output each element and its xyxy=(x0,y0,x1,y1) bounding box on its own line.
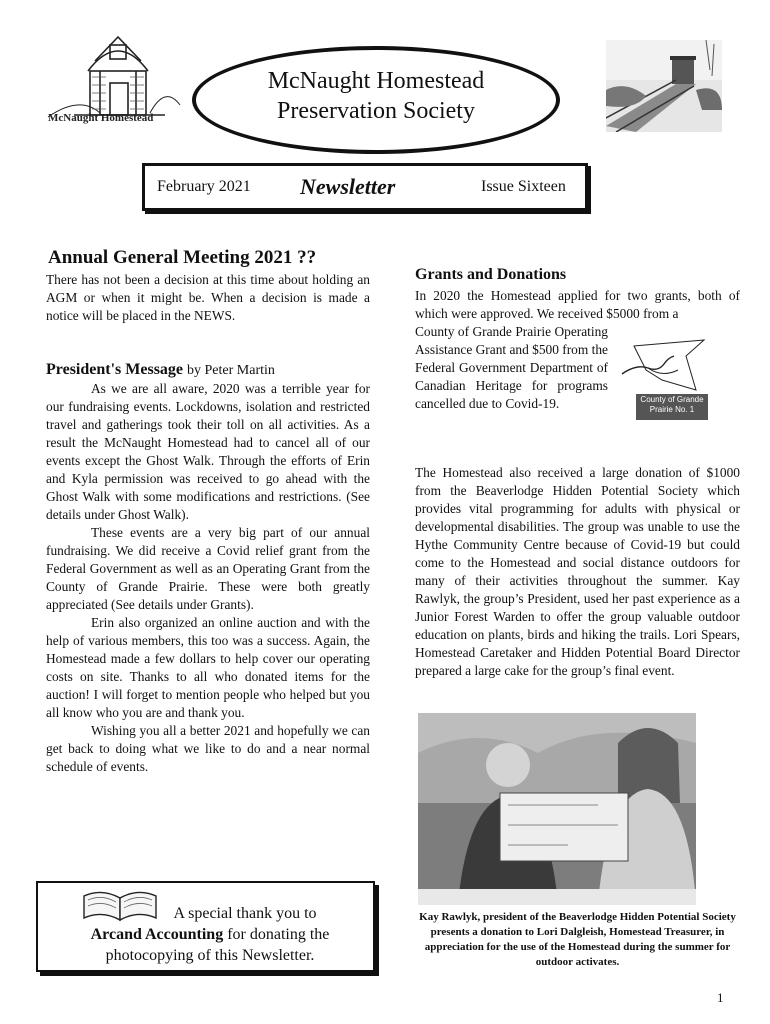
boardwalk-photo xyxy=(606,40,722,132)
issue-date: February 2021 xyxy=(157,178,251,195)
thanks-line-2 xyxy=(60,924,360,945)
agm-body: There has not been a decision at this time about holding an AGM or when it might be. When a decision is made a notice will be placed in the NEWS. xyxy=(46,272,370,323)
president-heading-text: President's Message xyxy=(46,361,184,378)
title-line-2: Preservation Society xyxy=(277,98,475,124)
thanks-line-1: A special thank you to xyxy=(173,905,317,922)
president-paragraph-1: As we are all aware, 2020 was a terrible year for our fundraising events. Lockdowns, isolation and restricted travel and gatherings took their toll on all activities. As a result the McNaught Homestead had to cancel all of our events except the Ghost Walk. Through the efforts of Erin and Kyla permission was received to go ahead with the Ghost Walk with some modifications and restrictions. (See details under Ghost Walk). xyxy=(46,381,370,522)
issue-number: Issue Sixteen xyxy=(481,178,566,195)
president-message xyxy=(46,380,370,776)
county-logo xyxy=(618,334,708,420)
agm-heading: Annual General Meeting 2021 ?? xyxy=(48,247,317,268)
president-byline: by Peter Martin xyxy=(187,363,275,378)
donation-photo xyxy=(418,713,696,905)
president-paragraph-2: These events are a very big part of our annual fundraising. We did receive a Covid relief grant from the Federal Government as well as an Operating Grant from the County of Grande Prairie. These were both greatly appreciated (See details under Grants). xyxy=(46,525,370,612)
president-heading xyxy=(46,361,275,379)
grants-paragraph-2: The Homestead also received a large donation of $1000 from the Beaverlodge Hidden Potential Society which provides vital programming for adults with physical or developmental disabilities. The group was unable to use the Hythe Community Centre because of Covid-19 but could come to the Homestead and social distance outdoors for many of their activities throughout the summer. Kay Rawlyk, the group’s President, used her past experience as a Junior Forest Warden to offer the group valuable outdoor education on plants, birds and hiking the trails. Lori Spears, Homestead Caretaker and Hidden Potential Board Director prepared a large cake for the group’s final event. xyxy=(415,465,740,678)
president-paragraph-3: Erin also organized an online auction and with the help of various members, this too was a success. Again, the Homestead made a few dollars to help cover our operating costs on site. Thanks to all who donated items for the auction! I will forget to mention people who helped but you all know who you are and thank you. xyxy=(46,615,370,720)
photo-caption: Kay Rawlyk, president of the Beaverlodge Hidden Potential Society presents a donation to Lori Dalgleish, Homestead Treasurer, in appreciation for the use of the Homestead during the summer for outdoor activates. xyxy=(419,911,736,968)
thanks-line-3: photocopying of this Newsletter. xyxy=(105,947,315,964)
grants-paragraph-1-top: In 2020 the Homestead applied for two grants, both of which were approved. We received $5000 from a xyxy=(415,288,740,321)
logo-caption: McNaught Homestead xyxy=(48,112,154,124)
page-number: 1 xyxy=(717,990,724,1005)
county-logo-text: County of Grande Prairie No. 1 xyxy=(640,395,704,414)
society-title xyxy=(192,66,560,126)
newsletter-label: Newsletter xyxy=(300,174,396,199)
sponsor-name: Arcand Accounting xyxy=(90,926,224,943)
title-line-1: McNaught Homestead xyxy=(267,68,485,94)
thanks-line-2-rest: for donating the xyxy=(227,926,330,943)
grants-paragraph-1-wrap: County of Grande Prairie Operating Assistance Grant and $500 from the Federal Government Department of Canadian Heritage for programs cancelled due to Covid-19. xyxy=(415,324,609,411)
president-paragraph-4: Wishing you all a better 2021 and hopefully we can get back to doing what we like to do and a near normal schedule of events. xyxy=(46,723,370,774)
grants-heading: Grants and Donations xyxy=(415,266,567,283)
thanks-text xyxy=(60,903,360,966)
